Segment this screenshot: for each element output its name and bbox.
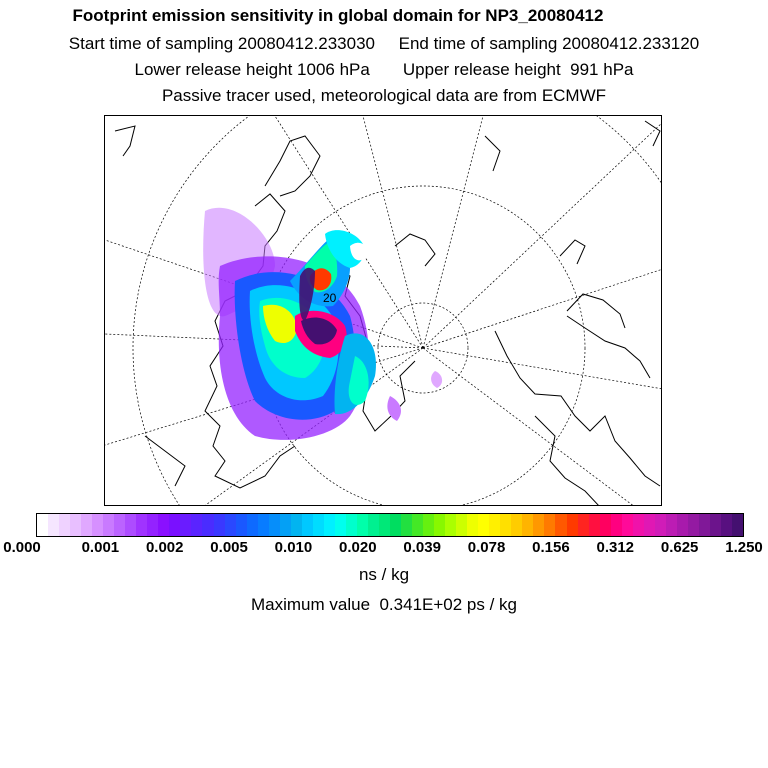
colorbar-segment (269, 514, 280, 536)
colorbar-segment (489, 514, 500, 536)
meridian-line (423, 116, 483, 348)
meridian-line (423, 348, 635, 506)
meridian-line (423, 348, 662, 389)
colorbar-tick-label: 0.005 (210, 539, 248, 556)
colorbar-segment (732, 514, 743, 536)
colorbar-segment (191, 514, 202, 536)
colorbar-tick-label: 0.078 (467, 539, 506, 556)
colorbar-segment (280, 514, 291, 536)
meridian-line (363, 116, 423, 348)
colorbar-segment (567, 514, 578, 536)
sampling-time-line: Start time of sampling 20080412.233030 End time of sampling 20080412.233120 (68, 34, 700, 53)
plot-title: Footprint emission sensitivity in global domain for NP3_20080412 (72, 6, 604, 25)
colorbar-segment (125, 514, 136, 536)
colorbar-segment (478, 514, 489, 536)
map-svg (105, 116, 662, 506)
colorbar-tick-label: 0.000 (3, 539, 41, 556)
colorbar-tick-label: 0.002 (145, 539, 184, 556)
map-annotation-label: 20 (323, 291, 337, 305)
colorbar-segment (291, 514, 302, 536)
colorbar-segment (677, 514, 688, 536)
colorbar-segment (169, 514, 180, 536)
colorbar-segment (302, 514, 313, 536)
colorbar-segment (456, 514, 467, 536)
colorbar-segment (357, 514, 368, 536)
colorbar-segment (335, 514, 346, 536)
colorbar-segment (37, 514, 48, 536)
colorbar-segment (202, 514, 213, 536)
colorbar-tick-label: 0.156 (532, 539, 570, 556)
coastline-path (560, 240, 585, 264)
units-label: ns / kg (358, 565, 410, 584)
max-value-label: Maximum value 0.341E+02 ps / kg (251, 595, 517, 614)
colorbar-segment (214, 514, 225, 536)
colorbar-segment (666, 514, 677, 536)
coastline-path (567, 294, 625, 328)
graticule (105, 116, 662, 506)
colorbar-segment (544, 514, 555, 536)
colorbar-segment (589, 514, 600, 536)
colorbar-tick-label: 0.010 (274, 539, 313, 556)
colorbar-segment (70, 514, 81, 536)
footprint-map (104, 115, 662, 506)
colorbar-segment (236, 514, 247, 536)
colorbar-segment (313, 514, 324, 536)
coastline-path (535, 416, 600, 506)
colorbar-segment (644, 514, 655, 536)
release-height-line: Lower release height 1006 hPa Upper release height 991 hPa (134, 60, 634, 79)
colorbar-segment (147, 514, 158, 536)
colorbar-segment (467, 514, 478, 536)
colorbar-tick-label: 0.039 (403, 539, 441, 556)
colorbar-tick-label: 1.250 (725, 539, 763, 556)
coastline-path (495, 331, 660, 486)
colorbar-segment (368, 514, 379, 536)
colorbar-tick-label: 0.001 (81, 539, 120, 556)
colorbar-segment (434, 514, 445, 536)
colorbar-segment (522, 514, 533, 536)
colorbar-tick-label: 0.020 (339, 539, 377, 556)
colorbar-segment (103, 514, 114, 536)
colorbar-segment (114, 514, 125, 536)
colorbar-segment (578, 514, 589, 536)
colorbar-segment (92, 514, 103, 536)
footprint-plume (203, 208, 442, 440)
colorbar-segment (225, 514, 236, 536)
colorbar-segment (600, 514, 611, 536)
colorbar-segment (555, 514, 566, 536)
colorbar-segment (710, 514, 721, 536)
coastline-path (145, 436, 185, 486)
colorbar-segment (633, 514, 644, 536)
colorbar-segment (158, 514, 169, 536)
colorbar-segment (247, 514, 258, 536)
colorbar-segment (324, 514, 335, 536)
colorbar-segment (59, 514, 70, 536)
coastline-path (265, 136, 320, 196)
colorbar-segment (500, 514, 511, 536)
tracer-info-line: Passive tracer used, meteorological data are from ECMWF (161, 86, 607, 105)
colorbar-segment (445, 514, 456, 536)
colorbar-segment (180, 514, 191, 536)
colorbar-segment (346, 514, 357, 536)
colorbar-tick-label: 0.625 (660, 539, 699, 556)
colorbar-segment (533, 514, 544, 536)
coastline-path (395, 234, 435, 266)
colorbar-segment (611, 514, 622, 536)
colorbar-segment (423, 514, 434, 536)
colorbar-segment (379, 514, 390, 536)
colorbar-segment (412, 514, 423, 536)
colorbar-tick-label: 0.312 (596, 539, 635, 556)
colorbar-segment (81, 514, 92, 536)
colorbar-segment (390, 514, 401, 536)
coastline-path (485, 136, 500, 171)
meridian-line (423, 269, 662, 348)
colorbar-segment (699, 514, 710, 536)
colorbar-segment (622, 514, 633, 536)
coastline-path (567, 316, 650, 378)
coastlines (115, 121, 660, 506)
colorbar (36, 513, 744, 537)
colorbar-segment (721, 514, 732, 536)
coastline-path (115, 126, 135, 156)
colorbar-segment (401, 514, 412, 536)
colorbar-segment (136, 514, 147, 536)
colorbar-segment (655, 514, 666, 536)
colorbar-segment (688, 514, 699, 536)
coastline-path (645, 121, 660, 146)
meridian-line (423, 122, 662, 348)
colorbar-segment (48, 514, 59, 536)
colorbar-segment (258, 514, 269, 536)
colorbar-segment (511, 514, 522, 536)
